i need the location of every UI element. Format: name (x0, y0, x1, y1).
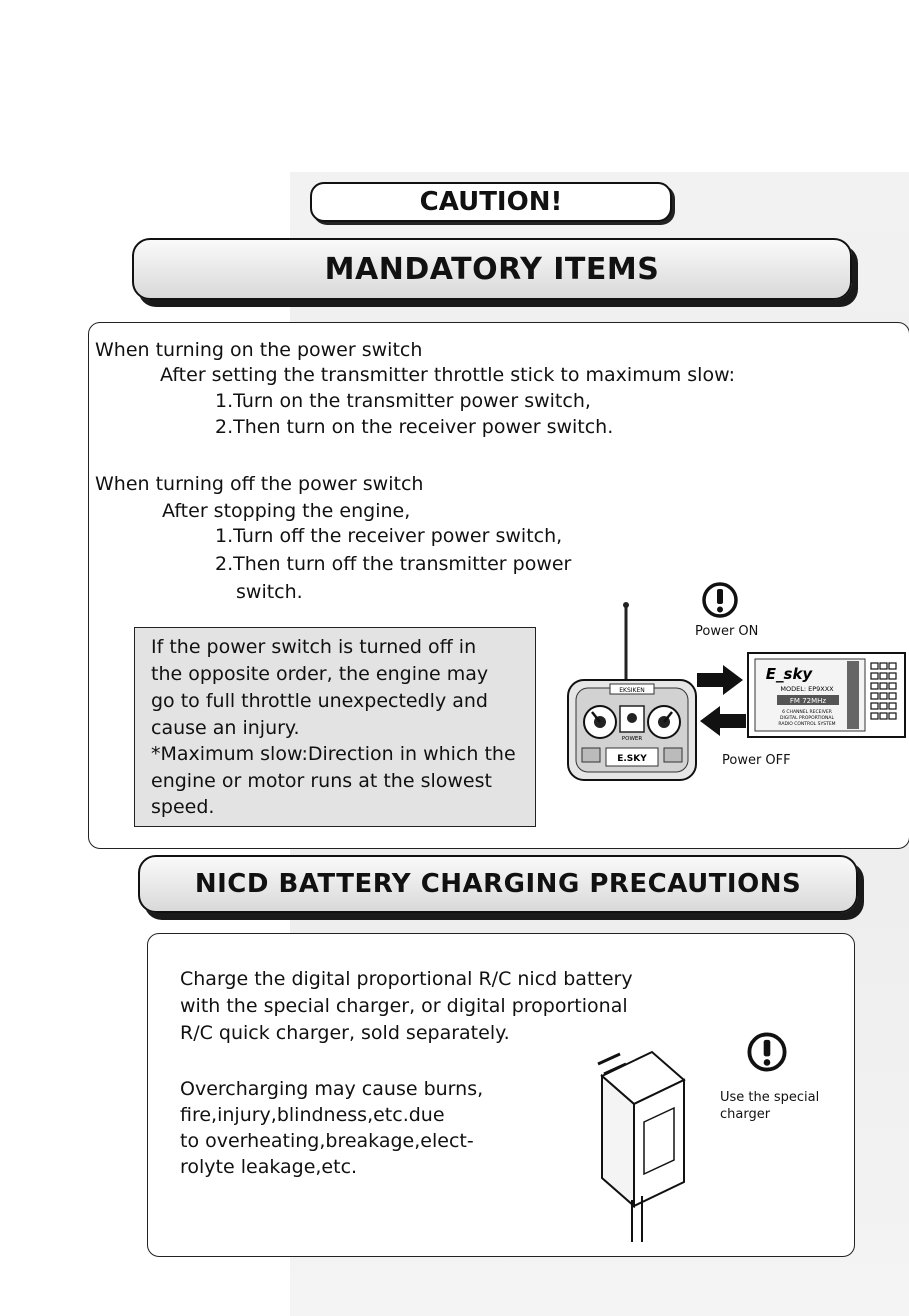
power-on-heading: When turning on the power switch (95, 339, 423, 361)
exclamation-circle-icon (745, 1030, 789, 1074)
warning-line: speed. (151, 796, 215, 818)
overcharge-warning-line: to overheating,breakage,elect- (180, 1130, 474, 1152)
receiver-model-text: MODEL: EP9XXX (780, 685, 834, 693)
receiver-line: 6 CHANNEL RECEIVER (782, 710, 832, 715)
transmitter-power-text: POWER (621, 736, 643, 742)
warning-line: the opposite order, the engine may (151, 663, 489, 685)
power-off-heading: When turning off the power switch (95, 473, 424, 495)
transmitter-illustration (562, 598, 702, 788)
charge-instruction-line: with the special charger, or digital proportional (180, 995, 628, 1017)
warning-line: *Maximum slow:Direction in which the (151, 743, 516, 765)
warning-line: engine or motor runs at the slowest (151, 770, 492, 792)
power-order-warning-box (134, 627, 536, 827)
nicd-battery-banner: NICD BATTERY CHARGING PRECAUTIONS (138, 855, 858, 913)
power-off-subheading: After stopping the engine, (162, 500, 411, 522)
warning-line: If the power switch is turned off in (151, 636, 477, 658)
receiver-frequency-text: FM 72MHz (789, 697, 827, 705)
overcharge-warning-line: Overcharging may cause burns, (180, 1078, 484, 1100)
charger-illustration (590, 1030, 700, 1245)
receiver-line: DIGITAL PROPORTIONAL (779, 716, 835, 721)
power-on-step-2: 2.Then turn on the receiver power switch. (215, 416, 614, 438)
receiver-brand-text: E_sky (765, 665, 813, 683)
overcharge-warning-line: rolyte leakage,etc. (180, 1156, 358, 1178)
power-on-subheading: After setting the transmitter throttle stick to maximum slow: (160, 364, 735, 386)
power-off-step-2: 2.Then turn off the transmitter power (215, 553, 572, 575)
receiver-illustration (747, 651, 907, 739)
charger-label-line: charger (720, 1107, 771, 1122)
caution-label: CAUTION! (310, 182, 672, 222)
overcharge-warning-line: fire,injury,blindness,etc.due (180, 1104, 445, 1126)
charge-instruction-line: Charge the digital proportional R/C nicd battery (180, 968, 633, 990)
arrow-right-icon (697, 665, 743, 695)
warning-line: go to full throttle unexpectedly and (151, 690, 488, 712)
transmitter-brand-text: E.SKY (617, 754, 647, 764)
exclamation-circle-icon (700, 580, 740, 620)
power-on-label: Power ON (695, 624, 759, 639)
charger-label-line: Use the special (720, 1090, 820, 1105)
power-off-step-2-continued: switch. (236, 581, 303, 603)
power-on-step-1: 1.Turn on the transmitter power switch, (215, 390, 591, 412)
receiver-line: RADIO CONTROL SYSTEM (778, 722, 836, 727)
arrow-left-icon (700, 706, 746, 736)
power-off-label: Power OFF (722, 753, 791, 768)
warning-line: cause an injury. (151, 717, 300, 739)
transmitter-header-text: EKSIKEN (619, 687, 645, 694)
charge-instruction-line: R/C quick charger, sold separately. (180, 1022, 510, 1044)
power-off-step-1: 1.Turn off the receiver power switch, (215, 525, 563, 547)
mandatory-items-banner: MANDATORY ITEMS (132, 238, 852, 300)
